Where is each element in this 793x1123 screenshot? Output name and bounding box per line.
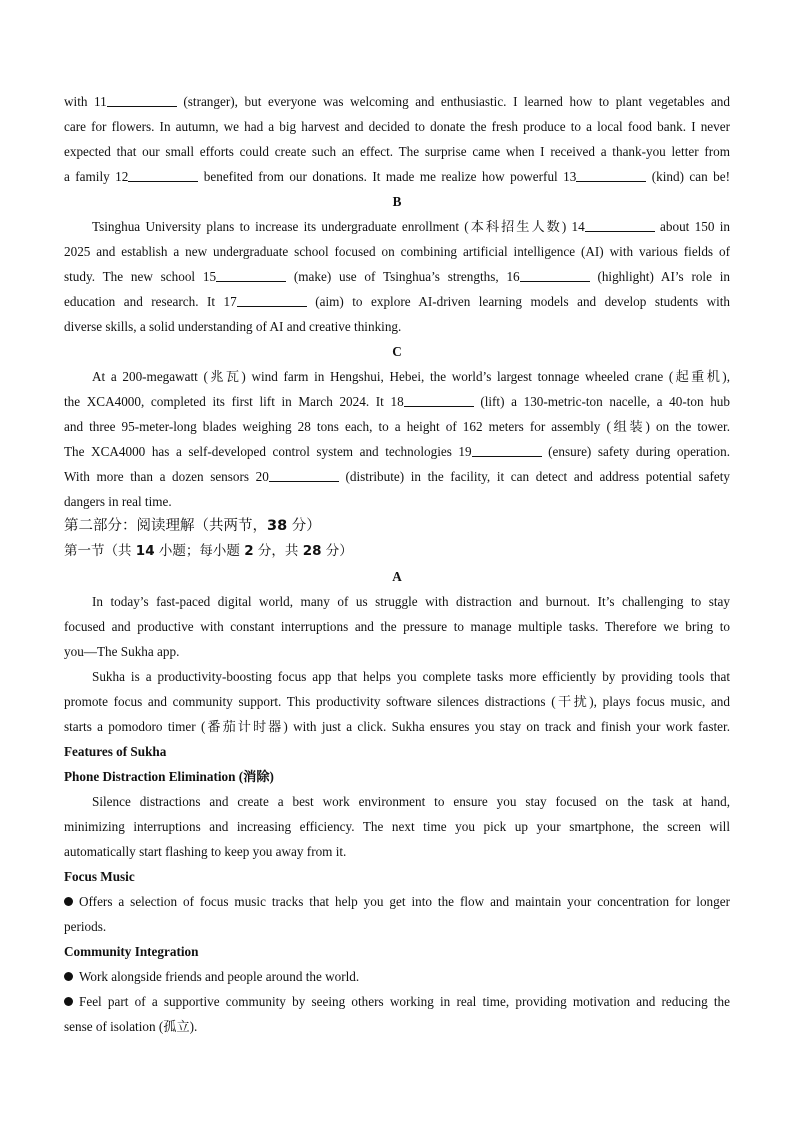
text-line: expected that our small efforts could create such an effect. The surprise came when I received a thank-you letter from <box>64 144 730 159</box>
bullet-icon <box>64 897 73 906</box>
text-line: with 11 (stranger), but everyone was welcoming and enthusiastic. I learned how to plant vegetables and <box>64 94 730 109</box>
text-line: In today’s fast-paced digital world, many of us struggle with distraction and burnout. It’s challenging to stay <box>92 594 730 609</box>
answer-blank-14[interactable] <box>585 219 655 232</box>
answer-blank-19[interactable] <box>472 444 542 457</box>
text-line: the XCA4000, completed its first lift in March 2024. It 18 (lift) a 130-metric-ton nacelle, a 40-ton hub <box>64 394 730 409</box>
text-line: education and research. It 17 (aim) to explore AI-driven learning models and develop students with <box>64 294 730 309</box>
answer-blank-11[interactable] <box>107 94 177 107</box>
reading-heading-a: A <box>392 569 402 584</box>
text-line: care for flowers. In autumn, we had a big harvest and decided to donate the fresh produce to a local food bank. I never <box>64 119 730 134</box>
feature-heading: Phone Distraction Elimination (消除) <box>64 769 274 784</box>
features-heading: Features of Sukha <box>64 744 167 759</box>
document-page <box>64 89 730 1039</box>
text-line: minimizing interruptions and increasing efficiency. The next time you pick up your smartphone, the screen will <box>64 819 730 834</box>
text-line: With more than a dozen sensors 20 (distribute) in the facility, it can detect and address potential safety <box>64 469 730 484</box>
answer-blank-12[interactable] <box>128 169 198 182</box>
feature-heading: Focus Music <box>64 869 135 884</box>
text-line: At a 200-megawatt (兆瓦) wind farm in Hengshui, Hebei, the world’s largest tonnage wheeled crane (起重机), <box>92 369 730 384</box>
section-heading-c: C <box>392 344 402 359</box>
text-line: automatically start flashing to keep you away from it. <box>64 844 347 859</box>
text-line: periods. <box>64 919 107 934</box>
feature-heading: Community Integration <box>64 944 199 959</box>
text-line: and three 95-meter-long blades weighing 28 tons each, to a height of 162 meters for assembly (组装) on the tower. <box>64 419 730 434</box>
part-subtitle: 第一节（共 14 小题；每小题 2 分，共 28 分） <box>64 543 353 559</box>
text-line: diverse skills, a solid understanding of AI and creative thinking. <box>64 319 402 334</box>
text-line: you—The Sukha app. <box>64 644 180 659</box>
text-line: study. The new school 15 (make) use of Tsinghua’s strengths, 16 (highlight) AI’s role in <box>64 269 730 284</box>
answer-blank-18[interactable] <box>404 394 474 407</box>
answer-blank-16[interactable] <box>520 269 590 282</box>
answer-blank-15[interactable] <box>216 269 286 282</box>
text-line: a family 12 benefited from our donations. It made me realize how powerful 13 (kind) can be! <box>64 169 730 184</box>
text-line: dangers in real time. <box>64 494 172 509</box>
bullet-icon <box>64 972 73 981</box>
bullet-line: Offers a selection of focus music tracks that help you get into the flow and maintain your concentration for longer <box>64 889 730 914</box>
section-heading-b: B <box>392 194 402 209</box>
text-line: starts a pomodoro timer (番茄计时器) with just a click. Sukha ensures you stay on track and finish your work faster. <box>64 719 730 734</box>
text-line: promote focus and community support. This productivity software silences distractions (干扰), plays focus music, and <box>64 694 730 709</box>
text-line: focused and productive with constant interruptions and the pressure to manage multiple tasks. Therefore we bring to <box>64 619 730 634</box>
text-line: Sukha is a productivity-boosting focus app that helps you complete tasks more efficiently by providing tools that <box>92 669 730 684</box>
bullet-line: Feel part of a supportive community by seeing others working in real time, providing motivation and reducing the <box>64 989 730 1014</box>
text-line: The XCA4000 has a self-developed control system and technologies 19 (ensure) safety during operation. <box>64 444 730 459</box>
answer-blank-20[interactable] <box>269 469 339 482</box>
bullet-icon <box>64 997 73 1006</box>
bullet-line: Work alongside friends and people around the world. <box>64 964 730 989</box>
text-line: Silence distractions and create a best work environment to ensure you stay focused on the task at hand, <box>92 794 730 809</box>
text-line: 2025 and establish a new undergraduate school focused on combining artificial intelligence (AI) with various fields of <box>64 244 730 259</box>
part-title: 第二部分：阅读理解（共两节，38 分） <box>64 518 321 534</box>
answer-blank-17[interactable] <box>237 294 307 307</box>
answer-blank-13[interactable] <box>576 169 646 182</box>
text-line: Tsinghua University plans to increase its undergraduate enrollment (本科招生人数) 14 about 150 in <box>92 219 730 234</box>
text-line: sense of isolation (孤立). <box>64 1019 198 1034</box>
